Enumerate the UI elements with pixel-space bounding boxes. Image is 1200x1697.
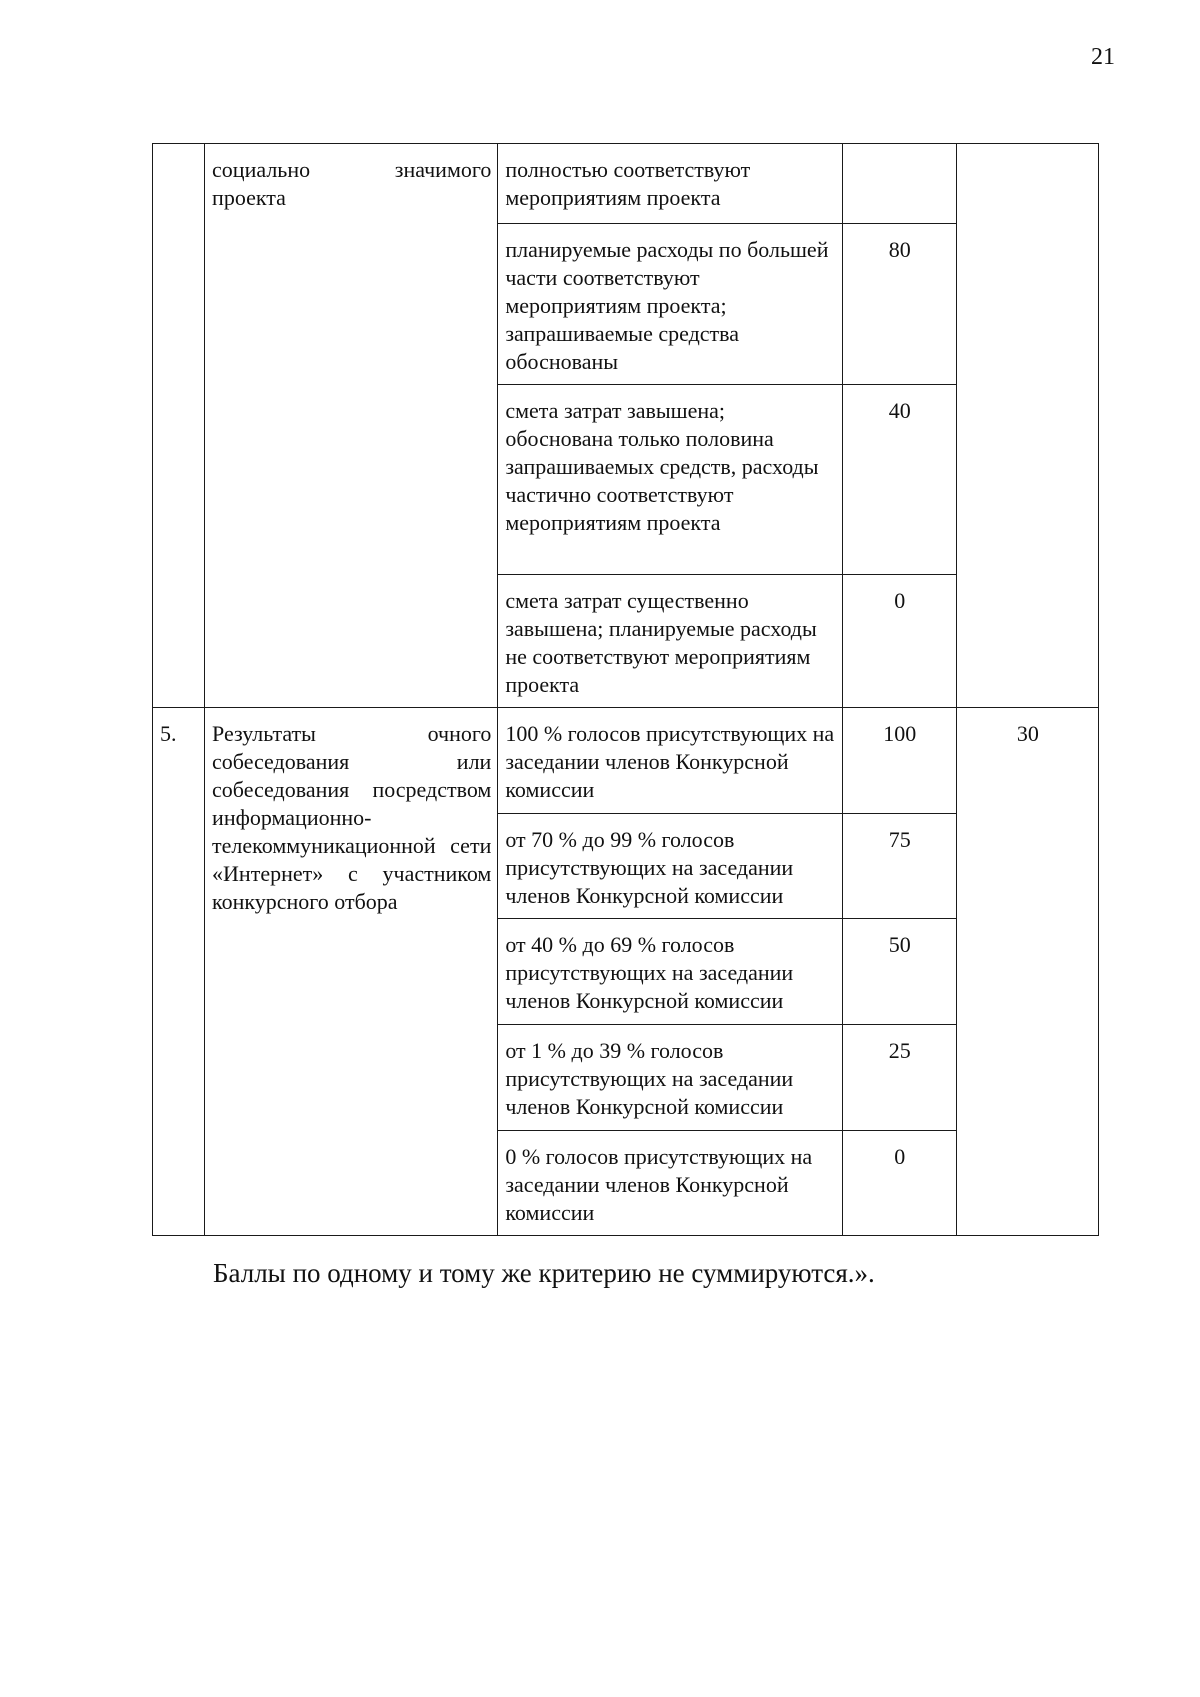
footer-note: Баллы по одному и тому же критерию не суммируются.». <box>213 1258 875 1288</box>
score-description-cell: планируемые расходы по большей части соответствуют мероприятиям проекта; запрашиваемые средства обоснованы <box>498 224 842 385</box>
criterion-weight-cell: 30 <box>956 708 1098 1236</box>
score-description-cell: 0 % голосов присутствующих на заседании членов Конкурсной комиссии <box>498 1131 842 1236</box>
score-description-cell: 100 % голосов присутствующих на заседании членов Конкурсной комиссии <box>498 708 842 814</box>
criteria-table <box>152 143 1099 1236</box>
score-value-cell <box>842 144 956 224</box>
score-value-cell: 25 <box>842 1025 956 1131</box>
score-value-cell: 100 <box>842 708 956 814</box>
criterion-name-cell: социально значимого проекта <box>205 144 498 708</box>
score-description-cell: полностью соответствуют мероприятиям проекта <box>498 144 842 224</box>
score-description-cell: от 1 % до 39 % голосов присутствующих на заседании членов Конкурсной комиссии <box>498 1025 842 1131</box>
score-value-cell: 0 <box>842 575 956 708</box>
score-value-cell: 75 <box>842 814 956 919</box>
score-value-cell: 40 <box>842 385 956 575</box>
page-number: 21 <box>1091 44 1115 70</box>
score-description-cell: от 40 % до 69 % голосов присутствующих на заседании членов Конкурсной комиссии <box>498 919 842 1025</box>
criterion-number-cell <box>153 144 205 708</box>
criterion-weight-cell <box>956 144 1098 708</box>
criterion-number-cell: 5. <box>153 708 205 1236</box>
score-description-cell: смета затрат завышена; обоснована только половина запрашиваемых средств, расходы частично соответствуют мероприятиям проекта <box>498 385 842 575</box>
table-row <box>153 708 1099 814</box>
score-description-cell: от 70 % до 99 % голосов присутствующих на заседании членов Конкурсной комиссии <box>498 814 842 919</box>
score-description-cell: смета затрат существенно завышена; планируемые расходы не соответствуют мероприятиям проекта <box>498 575 842 708</box>
criterion-name-cell: Результаты очного собеседования или собеседования посредством информационно-телекоммуникационной сети «Интернет» с участником конкурсного отбора <box>205 708 498 1236</box>
score-value-cell: 50 <box>842 919 956 1025</box>
table-row <box>153 144 1099 224</box>
score-value-cell: 80 <box>842 224 956 385</box>
score-value-cell: 0 <box>842 1131 956 1236</box>
